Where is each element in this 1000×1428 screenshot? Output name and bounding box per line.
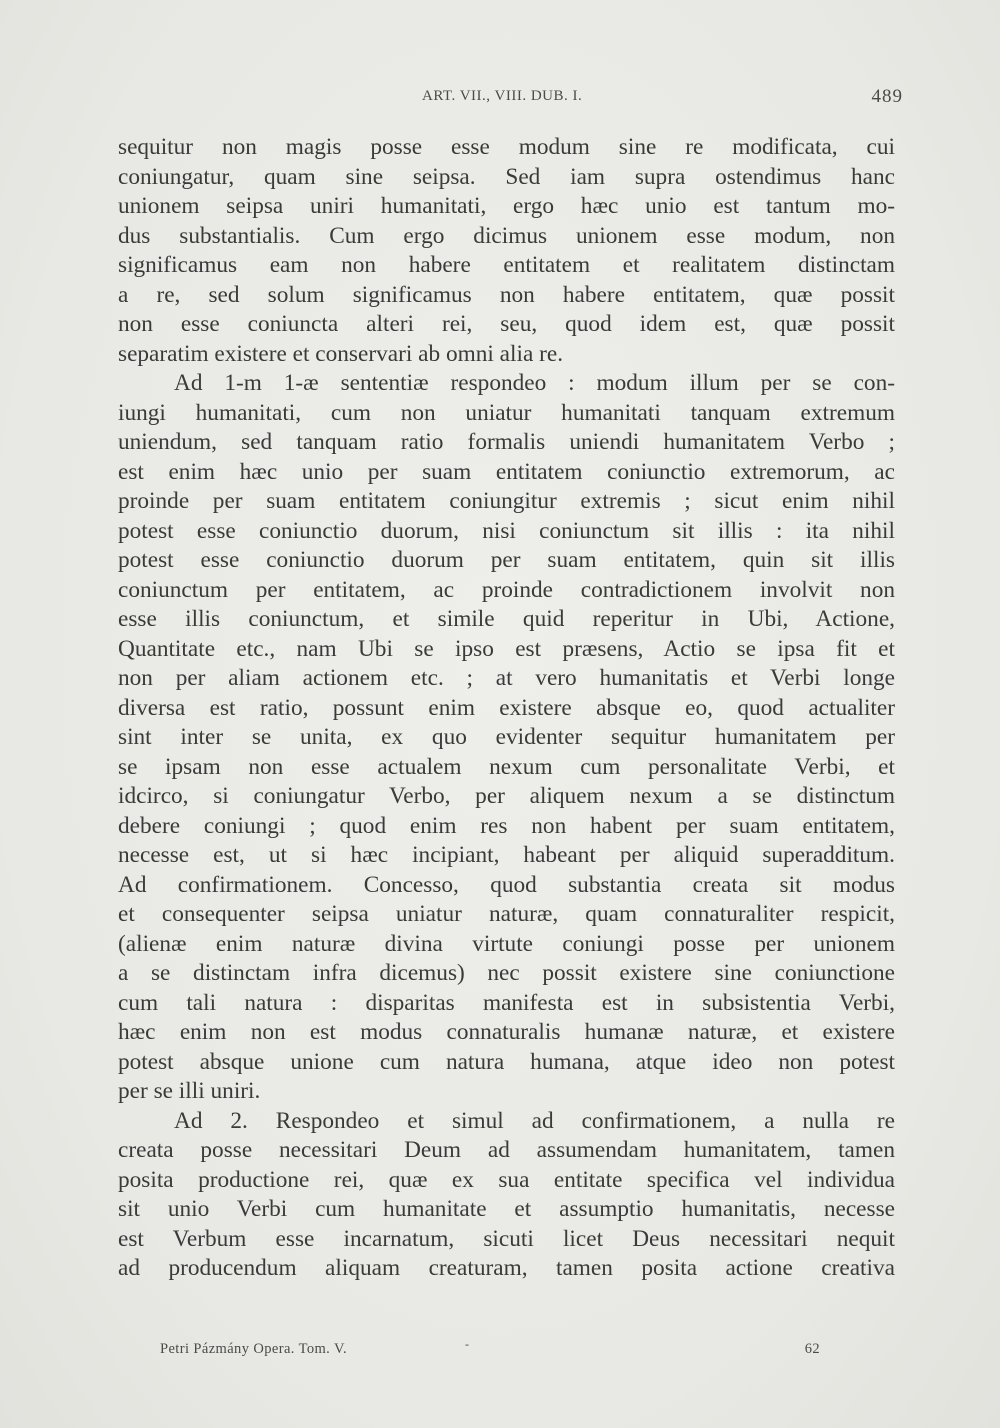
text-line: significamus eam non habere entitatem et realitatem distinctam: [118, 252, 895, 278]
text-line: unionem seipsa uniri humanitati, ergo hæc unio est tantum mo-: [118, 193, 895, 219]
running-head: [120, 88, 903, 112]
text-line: esse illis coniunctum, et simile quid reperitur in Ubi, Actione,: [118, 606, 895, 632]
text-line: sequitur non magis posse esse modum sine re modificata, cui: [118, 134, 895, 160]
page-footer: [160, 1337, 840, 1363]
text-line: cum tali natura : disparitas manifesta est in subsistentia Verbi,: [118, 989, 895, 1016]
text-line: ad producendum aliquam creaturam, tamen posita actione creativa: [118, 1255, 895, 1281]
text-line: Quantitate etc., nam Ubi se ipso est præsens, Actio se ipsa fit et: [118, 635, 895, 662]
text-line: creata posse necessitari Deum ad assumendam humanitatem, tamen: [118, 1137, 895, 1163]
paragraph-start-line: Ad 1-m 1-æ sententiæ respondeo : modum illum per se con-: [174, 370, 895, 396]
running-title: ART. VII., VIII. DUB. I.: [422, 88, 583, 104]
text-line: debere coniungi ; quod enim res non habent per suam entitatem,: [118, 812, 895, 839]
text-line: sit unio Verbi cum humanitate et assumptio humanitatis, necesse: [118, 1196, 895, 1222]
text-line: se ipsam non esse actualem nexum cum personalitate Verbi, et: [118, 753, 895, 780]
text-line: coniunctum per entitatem, ac proinde contradictionem involvit non: [118, 576, 895, 603]
text-line: iungi humanitati, cum non uniatur humanitati tanquam extremum: [118, 399, 895, 426]
text-line: per se illi uniri.: [118, 1078, 261, 1104]
text-line: potest absque unione cum natura humana, atque ideo non potest: [118, 1048, 895, 1075]
text-line: a re, sed solum significamus non habere entitatem, quæ possit: [118, 281, 895, 308]
text-line: separatim existere et conservari ab omni alia re.: [118, 340, 564, 367]
text-line: est enim hæc unio per suam entitatem coniunctio extremorum, ac: [118, 458, 895, 485]
text-line: Ad confirmationem. Concesso, quod substantia creata sit modus: [118, 871, 895, 898]
text-line: potest esse coniunctio duorum per suam entitatem, quin sit illis: [118, 547, 895, 573]
footer-signature: Petri Pázmány Opera. Tom. V.: [160, 1341, 347, 1357]
text-line: non esse coniuncta alteri rei, seu, quod idem est, quæ possit: [118, 311, 895, 337]
text-line: est Verbum esse incarnatum, sicuti licet Deus necessitari nequit: [118, 1225, 895, 1252]
text-line: posita productione rei, quæ ex sua entitate specifica vel individua: [118, 1166, 895, 1193]
text-line: idcirco, si coniungatur Verbo, per aliquem nexum a se distinctum: [118, 783, 895, 809]
text-line: necesse est, ut si hæc incipiant, habeant per aliquid superadditum.: [118, 842, 895, 868]
text-line: diversa est ratio, possunt enim existere absque eo, quod actualiter: [118, 694, 895, 721]
text-line: hæc enim non est modus connaturalis humanæ naturæ, et existere: [118, 1019, 895, 1045]
paragraph-start-line: Ad 2. Respondeo et simul ad confirmationem, a nulla re: [174, 1107, 895, 1134]
page-number: 489: [871, 86, 903, 107]
text-line: (alienæ enim naturæ divina virtute coniungi posse per unionem: [118, 930, 895, 957]
footer-sheet-number: 62: [804, 1341, 820, 1357]
text-line: sint inter se unita, ex quo evidenter sequitur humanitatem per: [118, 724, 895, 750]
text-line: proinde per suam entitatem coniungitur extremis ; sicut enim nihil: [118, 488, 895, 514]
body-text: [118, 133, 895, 1284]
text-line: et consequenter seipsa uniatur naturæ, quam connaturaliter respicit,: [118, 901, 895, 927]
text-line: non per aliam actionem etc. ; at vero humanitatis et Verbi longe: [118, 665, 895, 691]
footer-mark: -: [465, 1337, 470, 1351]
text-line: uniendum, sed tanquam ratio formalis uniendi humanitatem Verbo ;: [118, 429, 895, 455]
text-line: a se distinctam infra dicemus) nec possit existere sine coniunctione: [118, 960, 895, 986]
text-line: dus substantialis. Cum ergo dicimus unionem esse modum, non: [118, 222, 895, 249]
text-line: potest esse coniunctio duorum, nisi coniunctum sit illis : ita nihil: [118, 517, 895, 544]
text-line: coniungatur, quam sine seipsa. Sed iam supra ostendimus hanc: [118, 163, 895, 190]
